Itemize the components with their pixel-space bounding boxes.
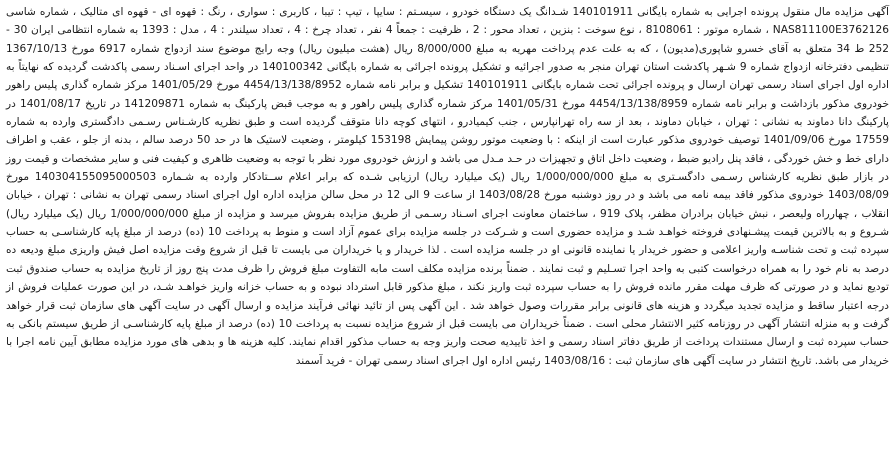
auction-notice-text: آگهی مزایده مال منقول پرونده اجرایی به شماره بایگانی 140101911 شـدانگ یک دستگاه خودرو ، سیسـتم : سایپا ، تیپ : تیبا ، کاربری : سواری ، رنگ : قهوه ای - قهوه ای متالیک ، شماره شاسی NAS811100E3762126 ، شماره موتور : 8108061 ، نوع سوخت : بنزین ، تعداد محور : 2 ، ظرفیت : جمعاً 4 نفر ، تعداد چرخ : 4 ، تعداد سیلندر : 4 ، مدل : 1393 به شماره انتظامی ایران 30 - 252 ط 34 متعلق به آقای خسرو شاپوری(مدیون) ، که به علت عدم پرداخت مهریه به مبلغ 8/000/000 ریال (هشت میلیون ریال) وجه رایج موضوع سند ازدواج شماره 6917 مورخ 1367/10/13 تنظیمی دفترخانه ازدواج شماره 9 شـهر پاکدشت استان تهران منجر به صدور اجرائیه و تشکیل پرونده اجرائی به شماره بایگانی 140100342 در واحد اجرای اسـناد رسمی پاکدشت گردیده که نهایتاً به اداره اول اجرای اسناد رسمی تهران ارسال و پرونده اجرائی تحت شماره بایگانی 140101911 تشکیل و برابر نامه شماره 4454/13/138/8952 مورخ 1401/05/29 مرکز شماره گذاری پلیس راهور خودروی مذکور بازداشت و برابر نامه شماره 4454/13/138/8959 مورخ 1401/05/31 مرکز شماره گذاری پلیس راهور و به موجب قبض پارکینگ به شماره 141209871 در تاریخ 1401/08/17 در پارکینگ دانا دماوند به نشانی : تهران ، خیابان دماوند ، بعد از سه راه تهرانپارس ، جنب کیمیادرو ، انتهای کوچه دانا متوقف گردیده است و طبق نظریه کارشـناس رسـمی دادگستری وارده به شماره 17559 مورخ 1401/09/06 توصیف خودروی مذکور عبارت است از اینکه : با وضعیت موتور روشن پیمایش 153198 کیلومتر ، وضعیت لاستیک ها در حد 50 درصد سالم ، بدنه از جلو ، عقب و اطراف دارای خط و خش خوردگی ، فاقد پنل رادیو ضبط ، وضعیت داخل اتاق و تجهیزات در حـد مـدل می باشد و ارزش خودروی مورد نظر با توجه به وضعیت ظاهری و کیفیت فنی و سایر مشخصات و قیمت روز در بازار طبق نظریه کارشناس رسـمی دادگسـتری به مبلغ 1/000/000/000 ریال (یک میلیارد ریال) ارزیابی شـده که برابر اعلام ســتادکار وارده به شـماره 140304155095000503 مورخ 1403/08/09 خودروی مذکور فاقد بیمه نامه می باشد و در روز دوشنبه مورخ 1403/08/28 از ساعت 9 الی 12 در محل سالن مزایده اداره اول اجرای اسناد رسمی تهران به نشانی : تهران ، خیابان انقلاب ، چهارراه ولیعصر ، نبش خیابان برادران مظفر، پلاک 919 ، ساختمان معاونت اجرای اسـناد رسـمی از طریق مزایده بفروش میرسد و مزایده از مبلغ 1/000/000/000 ریال (یک میلیارد ریال) شـروع و به بالاترین قیمت پیشـنهادی فروخته خواهـد شـد و مزایده حضوری است و شـرکت در جلسه مزایده برای عموم آزاد است و منوط به پرداخت 10 (ده) درصد از مبلغ پایه کارشناسـی به حساب سپرده ثبت و تحت شناسـه واریز اعلامی و حضور خریدار یا نماینده قانونی او در جلسه مزایده است . لذا خریدار و یا خریداران می بایست تا قبل از شروع وقت مزایده اصل فیش واریزی مبلغ ودیعه ده درصد به نام خود را به همراه درخواست کتبی به واحد اجرا تسـلیم و ثبت نمایند . ضمناً برنده مزایده مکلف است مابه التفاوت مبلغ فروش را ظرف مدت پنج روز از تاریخ مزایده به حساب صندوق ثبت تودیع نماید و در صورتی که ظرف مهلت مقرر مانده فروش را به حساب سپرده ثبت واریز نکند ، مبلغ مذکور قابل استرداد نبوده و به حساب خزانه واریز خواهـد شـد، در این صورت عملیات فروش از درجه اعتبار ساقط و مزایده تجدید میگردد و هزینه های قانونی برابر مقررات وصول خواهد شد . این آگهی پس از تائید نهائی فرآیند مزایده و ارسال آگهی در سایت آگهی های سازمان ثبت قرار خواهد گرفت و به منزله انتشار آگهی در روزنامه کثیر الانتشار محلی است . ضمناً خریداران می بایست قبل از شروع مزایده نسبت به پرداخت 10 (ده) درصد از مبلغ پایه کارشناسـی از طریق سیستم بانکی به حساب سپرده ثبت و ارسال مستندات پرداخت از طریق دفاتر اسناد رسمی و اخذ تاییدیه صحت واریز وجه به حساب مذکور اقدام نمایند. کلیه هزینه ها و بدهی های مورد مزایده مطابق آیین نامه اجرا با خریدار می باشد. تاریخ انتشار در سایت آگهی های سازمان ثبت : 1403/08/16 رئیس اداره اول اجرای اسناد رسمی تهران - فرید آسمند (6, 6, 890, 367)
